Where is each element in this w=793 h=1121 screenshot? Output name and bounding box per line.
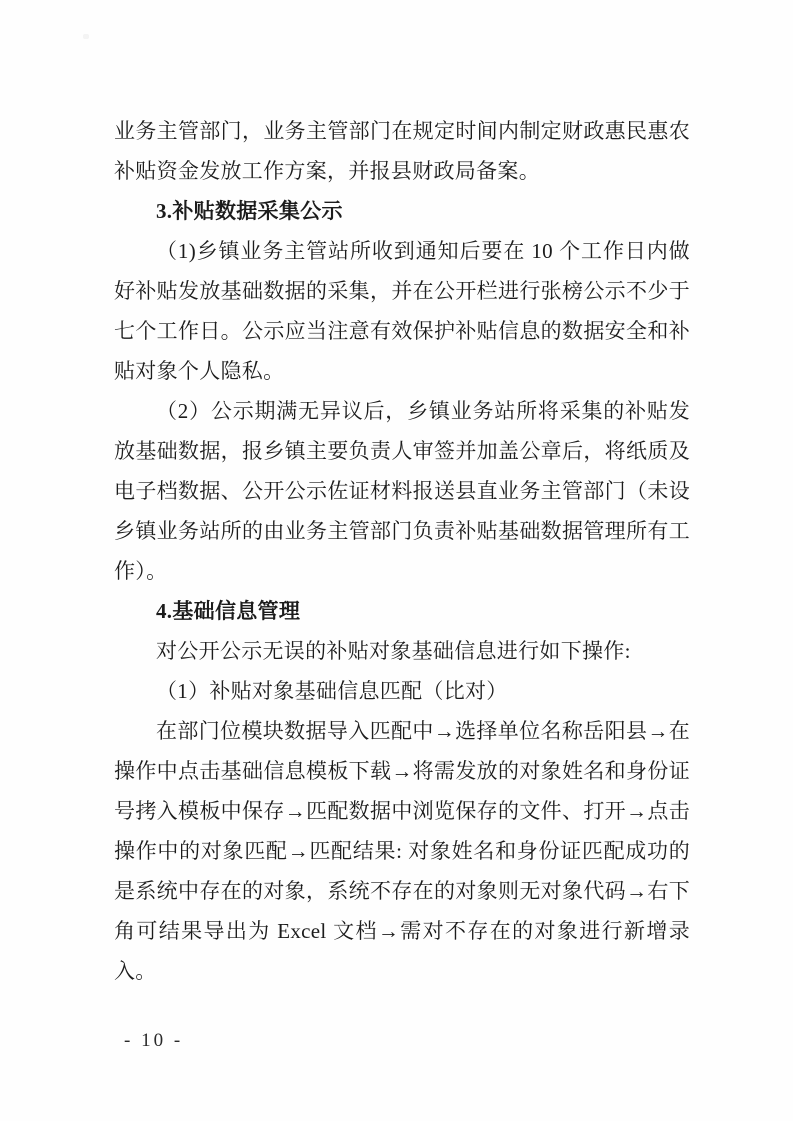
- section-heading-3: 3.补贴数据采集公示: [156, 199, 343, 223]
- paragraph-intro: 对公开公示无误的补贴对象基础信息进行如下操作:: [156, 639, 631, 663]
- paragraph-subitem-1: （1）补贴对象基础信息匹配（比对）: [156, 679, 508, 703]
- paragraph-continuation: 业务主管部门，业务主管部门在规定时间内制定财政惠民惠农补贴资金发放工作方案，并报县财政局备案。: [114, 119, 690, 183]
- paragraph-item-1: （1)乡镇业务主管站所收到通知后要在 10 个工作日内做好补贴发放基础数据的采集，并在公开栏进行张榜公示不少于七个工作日。公示应当注意有效保护补贴信息的数据安全和补贴对象个人隐私。: [114, 239, 690, 383]
- document-body: [114, 111, 690, 991]
- paragraph-item-2: （2）公示期满无异议后，乡镇业务站所将采集的补贴发放基础数据，报乡镇主要负责人审签并加盖公章后，将纸质及电子档数据、公开公示佐证材料报送县直业务主管部门（未设乡镇业务站所的由业务主管部门负责补贴基础数据管理所有工作）。: [114, 399, 690, 583]
- section-heading-4: 4.基础信息管理: [156, 599, 301, 623]
- scan-artifact: [83, 34, 89, 39]
- paragraph-procedure: 在部门位模块数据导入匹配中→选择单位名称岳阳县→在操作中点击基础信息模板下载→将需发放的对象姓名和身份证号拷入模板中保存→匹配数据中浏览保存的文件、打开→点击操作中的对象匹配→匹配结果: 对象姓名和身份证匹配成功的是系统中存在的对象，系统不存在的对象则无对象代码→右下角可结果导出为 Excel 文档→需对不存在的对象进行新增录入。: [114, 719, 690, 983]
- page-number: - 10 -: [124, 1030, 184, 1051]
